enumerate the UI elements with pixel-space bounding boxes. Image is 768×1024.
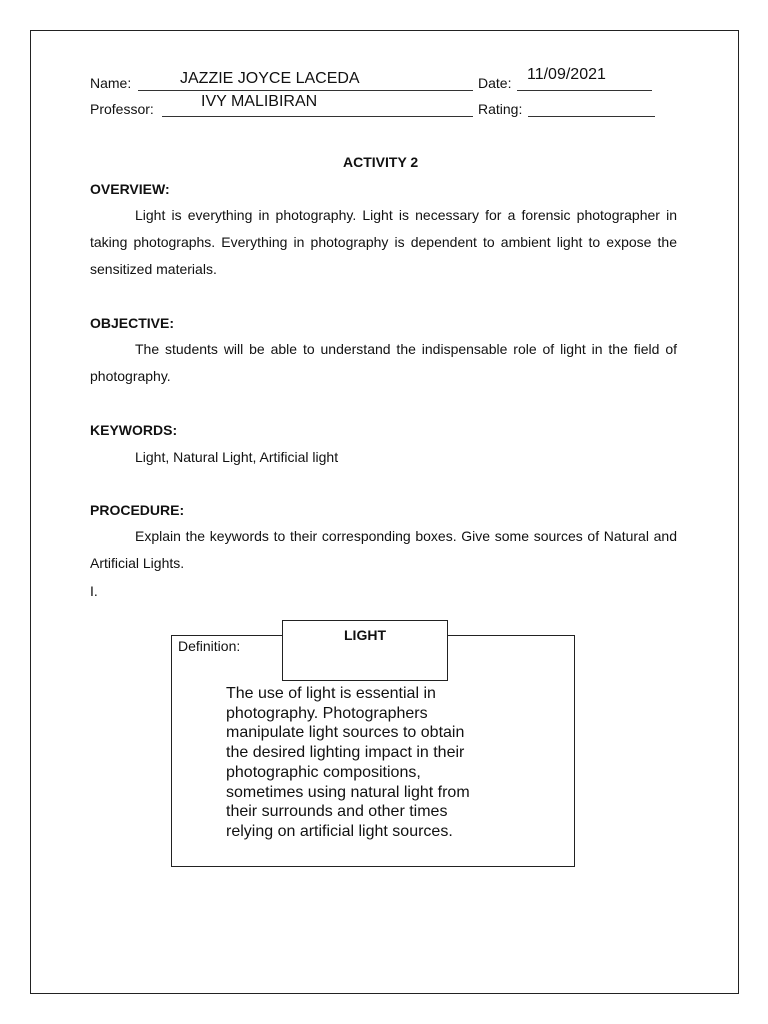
activity-title: ACTIVITY 2 bbox=[343, 154, 419, 170]
professor-field[interactable]: IVY MALIBIRAN bbox=[201, 93, 318, 110]
date-underline bbox=[517, 90, 652, 91]
professor-underline bbox=[162, 116, 473, 117]
light-title-box bbox=[282, 620, 448, 681]
definition-text[interactable]: The use of light is essential in photography. Photographers manipulate light sources to obtain the desired lighting impact in their photographic compositions, sometimes using natural light from their surrounds and other times relying on artificial light sources. bbox=[226, 685, 470, 840]
objective-text: The students will be able to understand the indispensable role of light in the field of photography. bbox=[90, 341, 677, 384]
procedure-item-number: I. bbox=[90, 583, 98, 599]
name-underline bbox=[138, 90, 473, 91]
name-field[interactable]: JAZZIE JOYCE LACEDA bbox=[180, 70, 360, 87]
overview-heading: OVERVIEW: bbox=[90, 181, 170, 197]
procedure-heading: PROCEDURE: bbox=[90, 502, 185, 518]
keywords-list: Light, Natural Light, Artificial light bbox=[135, 449, 339, 465]
light-title: LIGHT bbox=[344, 627, 386, 643]
rating-underline bbox=[528, 116, 655, 117]
procedure-text: Explain the keywords to their corresponding boxes. Give some sources of Natural and Artificial Lights. bbox=[90, 528, 677, 571]
rating-label: Rating: bbox=[478, 101, 523, 117]
date-label: Date: bbox=[478, 75, 512, 91]
objective-heading: OBJECTIVE: bbox=[90, 315, 175, 331]
definition-label: Definition: bbox=[178, 638, 241, 654]
overview-text: Light is everything in photography. Light is necessary for a forensic photographer in taking photographs. Everything in photography is dependent to ambient light to expose the sensitized materials. bbox=[90, 207, 677, 277]
keywords-heading: KEYWORDS: bbox=[90, 422, 178, 438]
date-field[interactable]: 11/09/2021 bbox=[527, 66, 606, 83]
name-label: Name: bbox=[90, 75, 132, 91]
professor-label: Professor: bbox=[90, 101, 154, 117]
